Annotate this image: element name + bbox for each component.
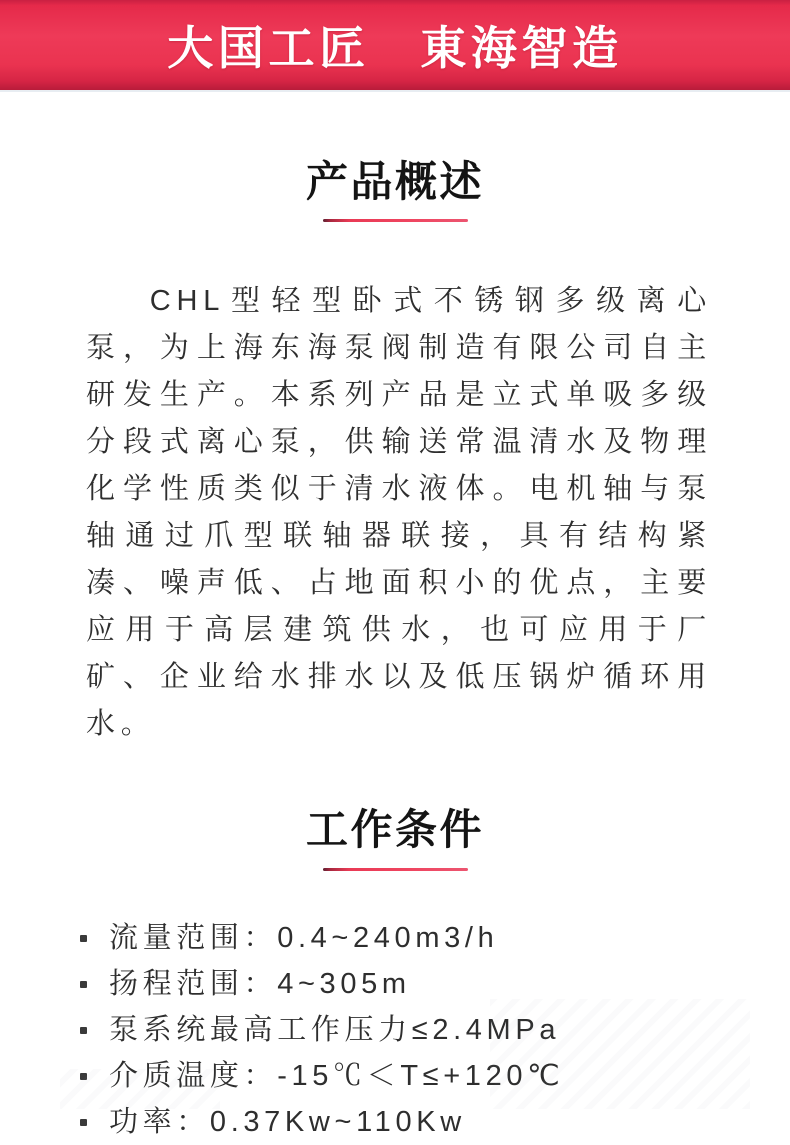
bullet-icon [80, 935, 87, 942]
section-product-overview [0, 158, 790, 748]
list-item [80, 1007, 730, 1053]
bullet-icon [80, 1073, 87, 1080]
overview-heading-block [0, 158, 790, 222]
working-conditions-list [80, 915, 730, 1145]
condition-max-pressure: 泵系统最高工作压力≤2.4MPa [109, 1013, 561, 1046]
overview-section-title: 产品概述 [305, 158, 485, 205]
bullet-icon [80, 1027, 87, 1034]
bullet-icon [80, 1119, 87, 1126]
bullet-icon [80, 981, 87, 988]
banner-title: 大国工匠 東海智造 [167, 22, 623, 74]
list-item [80, 1099, 730, 1145]
title-underline-decoration [323, 868, 468, 871]
condition-power-range: 功率：0.37Kw~110Kw [109, 1105, 466, 1138]
header-banner [0, 0, 790, 92]
section-working-conditions [0, 806, 790, 1144]
condition-head-range: 扬程范围：4~305m [109, 967, 411, 1000]
conditions-section-title: 工作条件 [305, 806, 485, 854]
conditions-heading-block [0, 806, 790, 870]
list-item [80, 915, 730, 961]
list-item [80, 1053, 730, 1099]
overview-paragraph: CHL型轻型卧式不锈钢多级离心泵，为上海东海泵阀制造有限公司自主研发生产。本系列产品是立式单吸多级分段式离心泵，供输送常温清水及物理化学性质类似于清水液体。电机轴与泵轴通过爪型联轴器联接，具有结构紧凑、噪声低、占地面积小的优点，主要应用于高层建筑供水，也可应用于厂矿、企业给水排水以及低压锅炉循环用水。 [86, 285, 712, 741]
condition-flow-range: 流量范围：0.4~240m3/h [109, 921, 499, 954]
condition-medium-temperature: 介质温度：-15℃＜T≤+120℃ [109, 1059, 565, 1092]
title-underline-decoration [323, 219, 468, 222]
list-item [80, 961, 730, 1007]
